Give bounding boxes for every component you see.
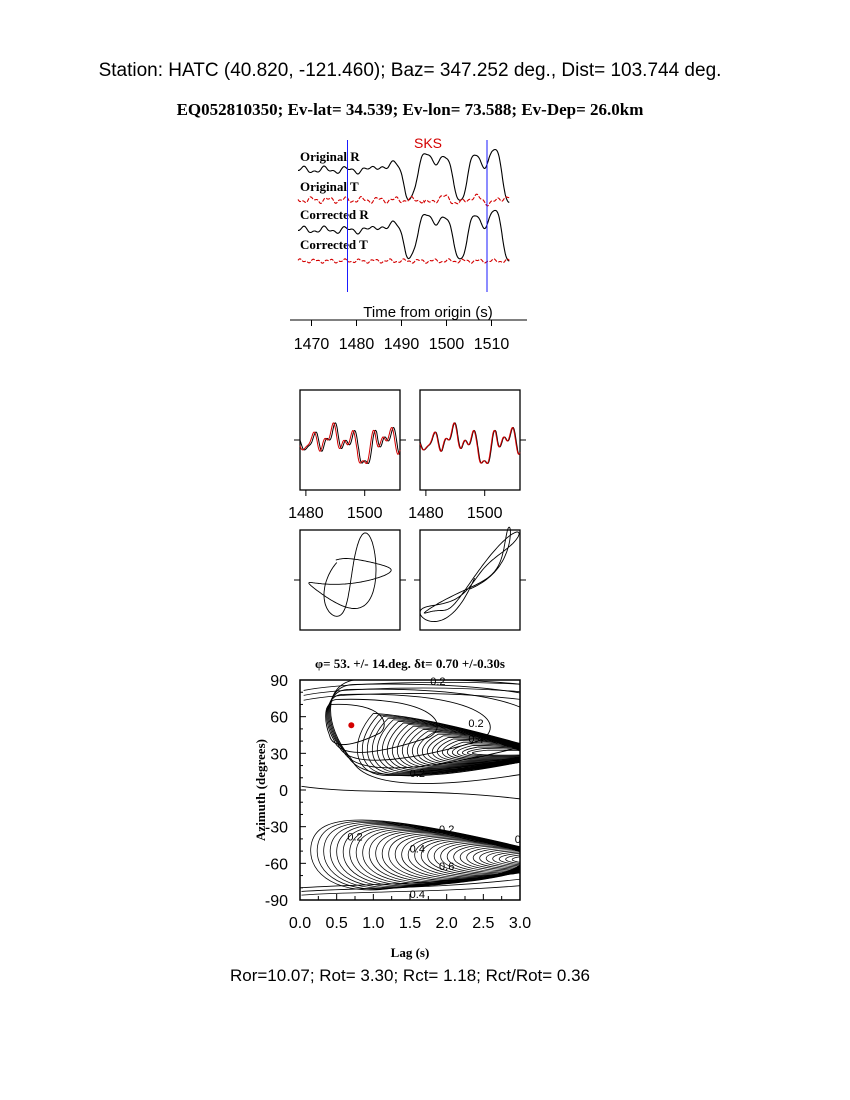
contour-label: 0.4	[409, 888, 425, 901]
trace-label-corrected-r: Corrected R	[300, 207, 369, 222]
energy-grid-ticks	[265, 673, 531, 932]
particle-motion-corrected	[420, 527, 519, 621]
overlay-frame-corrected	[420, 390, 520, 490]
energy-grid-x-label: Lag (s)	[390, 945, 430, 960]
energy-grid-y-tick-label: 90	[270, 673, 288, 690]
contour-label: 0.4	[468, 733, 484, 746]
seismogram-x-axis-label: Time from origin (s)	[363, 304, 493, 321]
energy-grid-x-tick-label: 1.5	[398, 915, 422, 932]
seismogram-trace-2	[298, 194, 509, 206]
seismogram-x-ticks	[294, 320, 510, 353]
overlay-traces	[300, 423, 520, 464]
contour-lower	[512, 855, 592, 864]
contour-label: 0	[514, 833, 521, 846]
seismogram-trace-4	[298, 259, 509, 263]
contour-label: 0.4	[409, 843, 425, 856]
energy-grid-y-label: Azimuth (degrees)	[253, 739, 268, 841]
overlay-trace-2-2	[420, 423, 520, 464]
phase-label: SKS	[413, 135, 443, 151]
energy-grid-frame	[300, 680, 520, 900]
trace-label-original-t: Original T	[300, 179, 359, 194]
particle-motion-original	[309, 533, 391, 616]
energy-grid-x-tick-label: 2.5	[472, 915, 495, 932]
energy-grid-x-tick-label: 1.0	[362, 915, 385, 932]
energy-grid-x-tick-label: 0.5	[325, 915, 348, 932]
seismogram-x-tick-label: 1500	[428, 336, 465, 353]
overlay-trace-1-2	[300, 423, 400, 464]
energy-grid-y-tick-label: 60	[270, 709, 288, 727]
overlay-x-tick-label: 1480	[408, 505, 444, 522]
waveform-overlay-panels	[288, 390, 526, 522]
energy-grid-y-tick-label: -30	[264, 819, 288, 837]
seismogram-x-tick-label: 1510	[473, 336, 510, 353]
contour-label: 0.2	[409, 767, 425, 780]
contour-lower	[486, 851, 566, 868]
contour-label: 0.2	[468, 717, 484, 730]
ratio-summary: Ror=10.07; Rot= 3.30; Rct= 1.18; Rct/Rot= 0.36	[229, 966, 591, 985]
contour-lower	[506, 854, 586, 865]
contour-lower	[499, 853, 579, 866]
seismogram-x-tick-label: 1470	[293, 336, 330, 353]
seismogram-x-tick-label: 1490	[383, 336, 420, 353]
contour-upper-tongue	[472, 750, 529, 755]
seismogram-x-tick-label: 1480	[338, 336, 375, 353]
energy-grid-title: φ= 53. +/- 14.deg. δt= 0.70 +/-0.30s	[314, 656, 506, 671]
trace-label-original-r: Original R	[300, 149, 360, 164]
particle-motion-curves	[294, 527, 526, 621]
contour-label: 0.2	[439, 824, 455, 837]
energy-grid-y-tick-label: 0	[279, 783, 288, 800]
best-fit-marker	[348, 722, 354, 728]
particle-motion-panels	[294, 527, 526, 630]
energy-grid-y-tick-label: -60	[264, 856, 288, 874]
trace-label-corrected-t: Corrected T	[300, 237, 368, 252]
overlay-trace-1-1	[300, 423, 400, 464]
station-header: Station: HATC (40.820, -121.460); Baz= 347.252 deg., Dist= 103.744 deg.	[98, 60, 722, 81]
overlay-x-tick-label: 1500	[346, 505, 383, 522]
contour-label: 0.2	[347, 831, 363, 844]
contour-label: 0.6	[439, 860, 455, 873]
energy-grid-x-tick-label: 0.0	[288, 915, 312, 932]
contour-lower	[493, 852, 573, 867]
overlay-x-tick-label: 1480	[288, 505, 324, 522]
energy-grid-panel	[253, 656, 649, 960]
contour-separator	[301, 786, 527, 799]
energy-grid-y-tick-label: -90	[264, 893, 288, 910]
overlay-x-tick-label: 1500	[466, 505, 503, 522]
particle-frame-corrected	[420, 530, 520, 630]
energy-grid-x-tick-label: 3.0	[508, 915, 532, 932]
energy-grid-y-tick-label: 30	[270, 746, 288, 764]
seismogram-panel	[290, 135, 527, 353]
contour-label: 0.2	[430, 676, 446, 689]
particle-frame-original	[300, 530, 400, 630]
event-header: EQ052810350; Ev-lat= 34.539; Ev-lon= 73.588; Ev-Dep= 26.0km	[176, 100, 644, 119]
energy-grid-x-tick-label: 2.0	[435, 915, 458, 932]
energy-contours	[301, 679, 649, 895]
